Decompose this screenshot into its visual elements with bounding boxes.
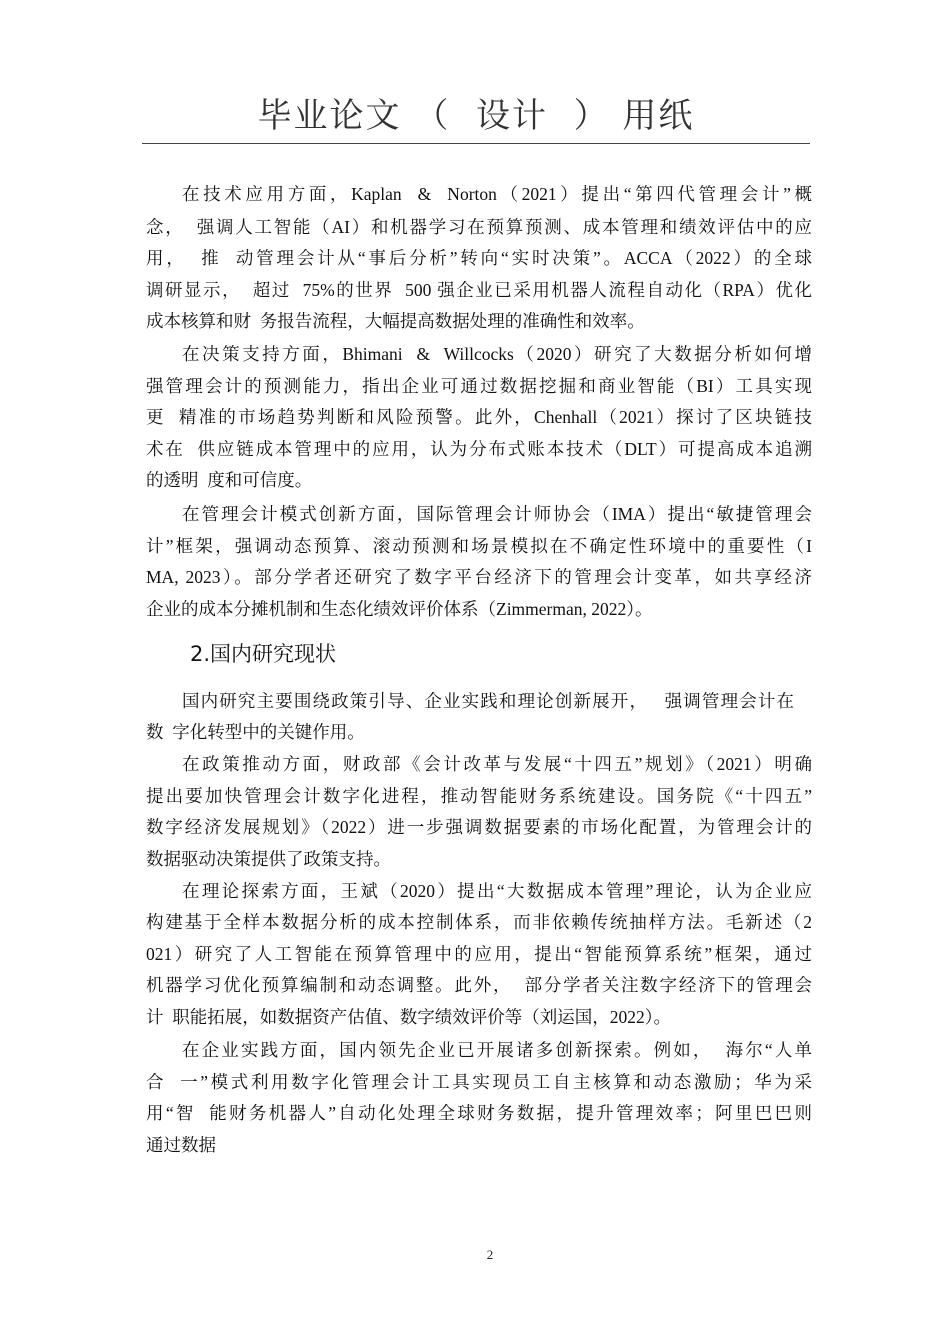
text-line: 在理论探索方面，王斌（2020）提出“大数据成本管理”理论，认为企业应 [182,881,812,901]
text-line: 通过数据 [146,1135,216,1155]
text-line: 术在 供应链成本管理中的应用，认为分布式账本技术（DLT）可提高成本追溯 [146,439,812,459]
text-line: 机器学习优化预算编制和动态调整。此外， 部分学者关注数字经济下的管理会 [146,975,812,995]
text-line: 数据驱动决策提供了政策支持。 [146,849,391,869]
text-line: 的透明 度和可信度。 [146,470,313,490]
text-line: 国内研究主要围绕政策引导、企业实践和理论创新展开， 强调管理会计在 [182,691,794,711]
text-line: 提出要加快管理会计数字化进程，推动智能财务系统建设。国务院《“十四五” [146,786,812,806]
text-line: 在管理会计模式创新方面，国际管理会计师协会（IMA）提出“敏捷管理会 [182,504,812,524]
text-line: 数字经济发展规划》（2022）进一步强调数据要素的市场化配置，为管理会计的 [146,817,812,837]
section-heading: 2.国内研究现状 [190,642,337,666]
text-line: 在政策推动方面，财政部《会计改革与发展“十四五”规划》（2021）明确 [182,754,812,774]
text-line: 成本核算和财 务报告流程，大幅提高数据处理的准确性和效率。 [146,311,645,331]
text-line: 数 字化转型中的关键作用。 [146,722,365,742]
text-line: 用“智 能财务机器人”自动化处理全球财务数据，提升管理效率；阿里巴巴则 [146,1103,812,1123]
text-line: 念， 强调人工智能（AI）和机器学习在预算预测、成本管理和绩效评估中的应 [146,217,812,237]
text-line: 更 精准的市场趋势判断和风险预警。此外，Chenhall（2021）探讨了区块链技 [146,407,812,427]
text-line: 计”框架，强调动态预算、滚动预测和场景模拟在不确定性环境中的重要性（I [146,536,812,556]
text-line: 计 职能拓展，如数据资产估值、数字绩效评价等（刘运国，2022）。 [146,1007,671,1027]
page-number: 2 [486,1247,494,1262]
text-line: 合 一”模式利用数字化管理会计工具实现员工自主核算和动态激励；华为采 [146,1072,812,1092]
text-line: 在决策支持方面，Bhimani & Willcocks（2020）研究了大数据分析如何增 [182,344,812,364]
text-line: 用， 推 动管理会计从“事后分析”转向“实时决策”。ACCA（2022）的全球 [146,248,812,268]
text-line: 在技术应用方面，Kaplan & Norton（2021）提出“第四代管理会计”概 [182,184,812,204]
text-line: 021）研究了人工智能在预算管理中的应用，提出“智能预算系统”框架，通过 [146,944,812,964]
header-divider [142,143,810,144]
text-line: 在企业实践方面，国内领先企业已开展诸多创新探索。例如， 海尔“人单 [182,1040,812,1060]
text-line: 调研显示， 超过 75%的世界 500 强企业已采用机器人流程自动化（RPA）优化 [146,280,812,300]
text-line: MA, 2023）。部分学者还研究了数字平台经济下的管理会计变革，如共享经济 [146,567,812,587]
text-line: 构建基于全样本数据分析的成本控制体系，而非依赖传统抽样方法。毛新述（2 [146,912,812,932]
text-line: 企业的成本分摊机制和生态化绩效评价体系（Zimmerman, 2022）。 [146,599,653,619]
text-line: 强管理会计的预测能力，指出企业可通过数据挖掘和商业智能（BI）工具实现 [146,376,812,396]
page-header-title: 毕业论文 （ 设计 ） 用纸 [257,96,695,136]
